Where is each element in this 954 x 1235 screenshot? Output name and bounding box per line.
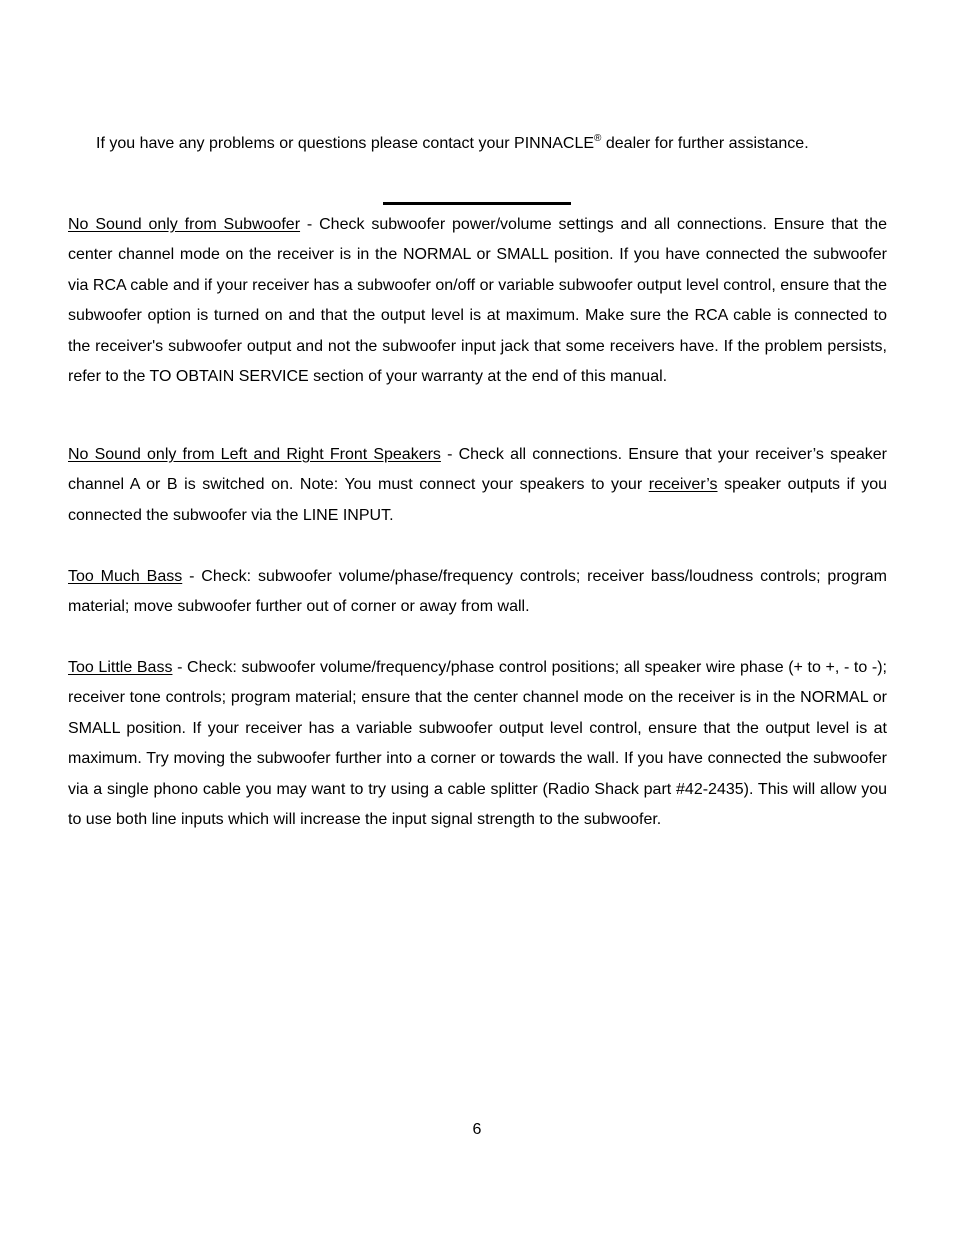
troubleshoot-too-little-bass [68, 653, 887, 835]
intro-text-end: dealer for further assistance. [601, 135, 809, 152]
body-no-sound-front-speakers-b: speaker outputs if you connected the subwoofer via the LINE INPUT. [68, 476, 888, 524]
section-divider [383, 202, 571, 205]
body-too-little-bass: - Check: subwoofer volume/frequency/phase control positions; all speaker wire phase (+ to +, - to -); receiver tone controls; program material; ensure that the center channel mode on the receiver is in the NORMAL or SMALL position. If your receiver has a variable subwoofer output level control, ensure that the output level is at maximum. Try moving the subwoofer further into a corner or towards the wall. If you have connected the subwoofer via a single phono cable you may want to try using a cable splitter (Radio Shack part #42-2435). This will allow you to use both line inputs which will increase the input signal strength to the subwoofer. [68, 659, 888, 829]
intro-paragraph [96, 131, 916, 157]
heading-no-sound-subwoofer: No Sound only from Subwoofer [68, 216, 301, 233]
body-no-sound-subwoofer: - Check subwoofer power/volume settings and all connections. Ensure that the center channel mode on the receiver is in the NORMAL or SMALL position. If you have connected the subwoofer via RCA cable and if your receiver has a subwoofer on/off or variable subwoofer output level control, ensure that the subwoofer option is turned on and that the output level is at maximum. Make sure the RCA cable is connected to the receiver's subwoofer output and not the subwoofer input jack that some receivers have. If the problem persists, refer to the TO OBTAIN SERVICE section of your warranty at the end of this manual. [68, 216, 888, 386]
heading-too-much-bass: Too Much Bass [68, 568, 183, 585]
intro-text: If you have any problems or questions please contact your PINNACLE [96, 135, 595, 152]
registered-mark: ® [594, 133, 602, 144]
troubleshoot-no-sound-subwoofer [68, 210, 887, 392]
underlined-receivers: receiver’s [648, 476, 718, 494]
body-too-much-bass: - Check: subwoofer volume/phase/frequency controls; receiver bass/loudness controls; program material; move subwoofer further out of corner or away from wall. [68, 568, 887, 616]
page-number: 6 [472, 1121, 482, 1138]
body-no-sound-front-speakers-a: - Check all connections. Ensure that your receiver’s speaker channel A or B is switched on. Note: You must connect your speakers to your [68, 446, 887, 494]
troubleshoot-too-much-bass [68, 562, 887, 623]
heading-no-sound-front-speakers: No Sound only from Left and Right Front Speakers [68, 446, 441, 463]
heading-too-little-bass: Too Little Bass [68, 659, 173, 676]
troubleshoot-no-sound-front-speakers [68, 440, 887, 531]
